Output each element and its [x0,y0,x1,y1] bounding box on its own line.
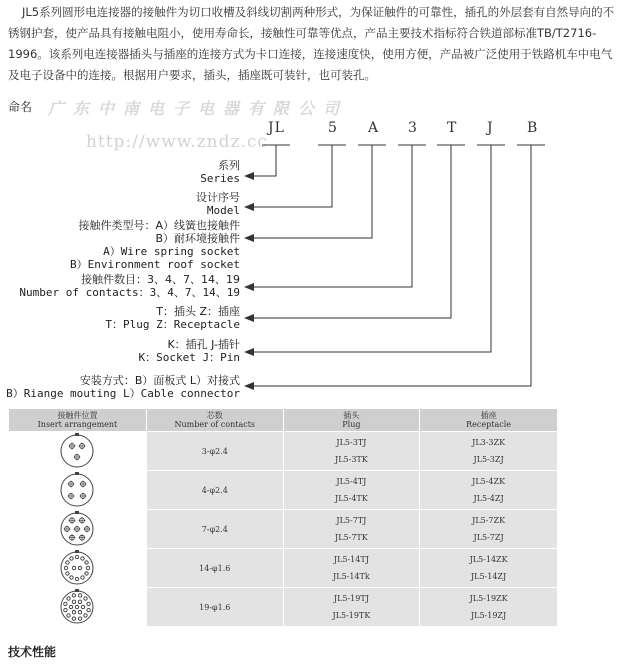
label-contact-count-cn: 接触件数目：3、4、7、14、19 [81,273,240,286]
receptacle-model-2: JL5-7ZJ [473,533,504,542]
plug-cell [283,510,420,549]
table-header-row [9,409,558,432]
arrangement-cell [9,471,147,510]
plug-cell [283,471,420,510]
insert-arrangement-table [8,408,558,627]
contact-pin [64,602,67,605]
contact-pin [79,610,82,613]
connector-14-pin-icon [57,550,97,586]
receptacle-model-1: JL5-14ZK [469,555,508,564]
plug-socket-model: JL5-3TK [335,455,368,464]
connector-key [75,589,79,592]
header-receptacle-cn: 插座 [480,411,497,420]
arrangement-cell [9,510,147,549]
code-socket-pin: J [487,120,494,136]
table-row [9,510,558,549]
contact-pin [73,617,76,620]
contact-pin [67,597,70,600]
header-arrangement-en: Insert arrangement [37,420,118,429]
contact-pin [67,614,70,617]
label-socket-pin-cn: K：插孔 J-插针 [167,338,240,351]
contact-count-cell: 4-φ2.4 [146,471,283,510]
intro-paragraph: JL5系列圆形电连接器的接触件为切口收槽及斜线切割两种形式，为保证触件的可靠性，插孔的外层套有自然导向的不锈钢护套，使产品具有接触电阻小，使用寿命长，接触性可靠等优点，产品主要技术指标符合铁道部标准TB/T2716-1996。该系列电连接器插头与插座的连接方式为卡口连接，连接速度快，使用方便，产品被广泛使用于铁路机车中电气及电子设备中的连接。根据用户要求，插头，插座既可装针，也可装孔。 [8,5,615,82]
label-mounting-cn: 安装方式：B）面板式 L）对接式 [79,374,240,387]
receptacle-cell [420,510,558,549]
contact-pin [87,608,90,611]
header-plug [283,409,420,432]
receptacle-model-2: JL5-19ZJ [470,611,507,620]
contact-count-cell: 3-φ2.4 [146,432,283,471]
contact-pin [84,614,87,617]
connector-key [75,550,79,553]
plug-socket-model: JL5-14Tk [333,572,370,581]
plug-socket-model: JL5-7TK [335,533,368,542]
label-socket-pin-en: K：Socket J：Pin [138,351,240,364]
header-plug-cn: 插头 [343,411,360,420]
plug-pin-model: JL5-3TJ [336,438,367,447]
contact-count-cell: 19-φ1.6 [146,588,283,627]
contact-pin [70,557,73,560]
url-watermark: http://www.zndz.cc [86,132,268,152]
contact-pin [76,555,79,558]
label-contact-count-en: Number of contacts：3、4、7、14、19 [19,286,240,299]
table-row [9,432,558,471]
connector-shell [61,435,93,467]
label-contact-type-cn: 接触件类型号：A）线簧也接触件 [78,219,240,232]
header-arrangement-cn: 接触件位置 [57,411,98,420]
label-model-cn: 设计序号 [196,191,240,204]
receptacle-model-1: JL5-19ZK [469,594,508,603]
label-model-en: Model [206,204,240,217]
code-plug-receptacle: T [447,120,458,136]
contact-pin [79,566,82,569]
label-mounting-en: B）Riange mouting L）Cable connector [6,387,240,400]
label-contact-type-en: A）Wire spring socket [103,245,240,258]
plug-pin-model: JL5-19TJ [333,594,369,603]
contact-pin [87,602,90,605]
arrangement-cell [9,432,147,471]
company-watermark: 广东中南电子电器有限公司 [48,99,349,118]
header-receptacle-en: Receptacle [466,420,511,429]
code-series: JL [268,120,285,136]
contact-pin [70,605,73,608]
contact-pin [66,572,69,575]
code-contact-type: A [368,120,380,136]
plug-socket-model: JL5-19TK [332,611,371,620]
contact-count-cell: 14-φ1.6 [146,549,283,588]
plug-cell [283,549,420,588]
table-row [9,549,558,588]
section-heading-performance: 技术性能 [8,645,57,659]
table-row [9,471,558,510]
contact-pin [79,617,82,620]
connector-key [75,511,79,514]
contact-pin [73,566,76,569]
code-mounting: B [527,120,539,136]
receptacle-model-1: JL5-4ZK [472,477,506,486]
contact-pin [82,605,85,608]
plug-socket-model: JL5-4TK [335,494,368,503]
contact-pin [81,557,84,560]
connector-key [75,472,79,475]
plug-cell [283,588,420,627]
header-receptacle [420,409,558,432]
header-contacts-cn: 芯数 [206,411,223,420]
connector-19-pin-icon [57,589,97,625]
contact-pin [64,608,67,611]
header-contacts-en: Number of contacts [174,420,256,429]
connector-shell [61,474,93,506]
receptacle-cell [420,588,558,627]
label-contact-type-en2: B）Environment roof socket [70,258,240,271]
plug-pin-model: JL5-14TJ [333,555,369,564]
contact-pin [87,566,90,569]
receptacle-model-2: JL5-4ZJ [473,494,504,503]
contact-pin [76,577,79,580]
contact-pin [79,600,82,603]
receptacle-cell [420,471,558,510]
contact-pin [79,594,82,597]
contact-pin [84,597,87,600]
plug-pin-model: JL5-7TJ [336,516,367,525]
contact-count-cell: 7-φ2.4 [146,510,283,549]
arrangement-cell [9,549,147,588]
receptacle-model-1: JL5-7ZK [472,516,506,525]
table-row [9,588,558,627]
arrangement-cell [9,588,147,627]
code-model: 5 [328,120,338,136]
header-contacts [146,409,283,432]
contact-pin [65,566,68,569]
receptacle-cell [420,549,558,588]
contact-pin [73,600,76,603]
contact-pin [76,605,79,608]
receptacle-model-2: JL5-14ZJ [470,572,507,581]
contact-pin [81,576,84,579]
contact-pin [73,610,76,613]
plug-cell [283,432,420,471]
contact-pin [73,594,76,597]
receptacle-cell [420,432,558,471]
connector-4-pin-icon [57,472,97,508]
plug-pin-model: JL5-4TJ [336,477,367,486]
receptacle-model-2: JL5-3ZJ [473,455,504,464]
receptacle-model-1: JL3-3ZK [472,438,506,447]
naming-label: 命名 [8,100,33,114]
label-contact-type-cn2: B）耐环境接触件 [155,232,240,245]
label-series-en: Series [200,172,240,185]
contact-pin [85,561,88,564]
contact-pin [85,572,88,575]
label-plug-receptacle-cn: T：插头 Z：插座 [156,305,240,318]
contact-pin [66,561,69,564]
connector-3-pin-icon [57,433,97,469]
header-arrangement [9,409,147,432]
connector-key [75,433,79,436]
connector-7-pin-icon [57,511,97,547]
label-plug-receptacle-en: T：Plug Z：Receptacle [105,318,240,331]
code-contact-count: 3 [408,120,418,136]
contact-pin [70,576,73,579]
label-series-cn: 系列 [218,159,240,172]
header-plug-en: Plug [342,420,361,429]
